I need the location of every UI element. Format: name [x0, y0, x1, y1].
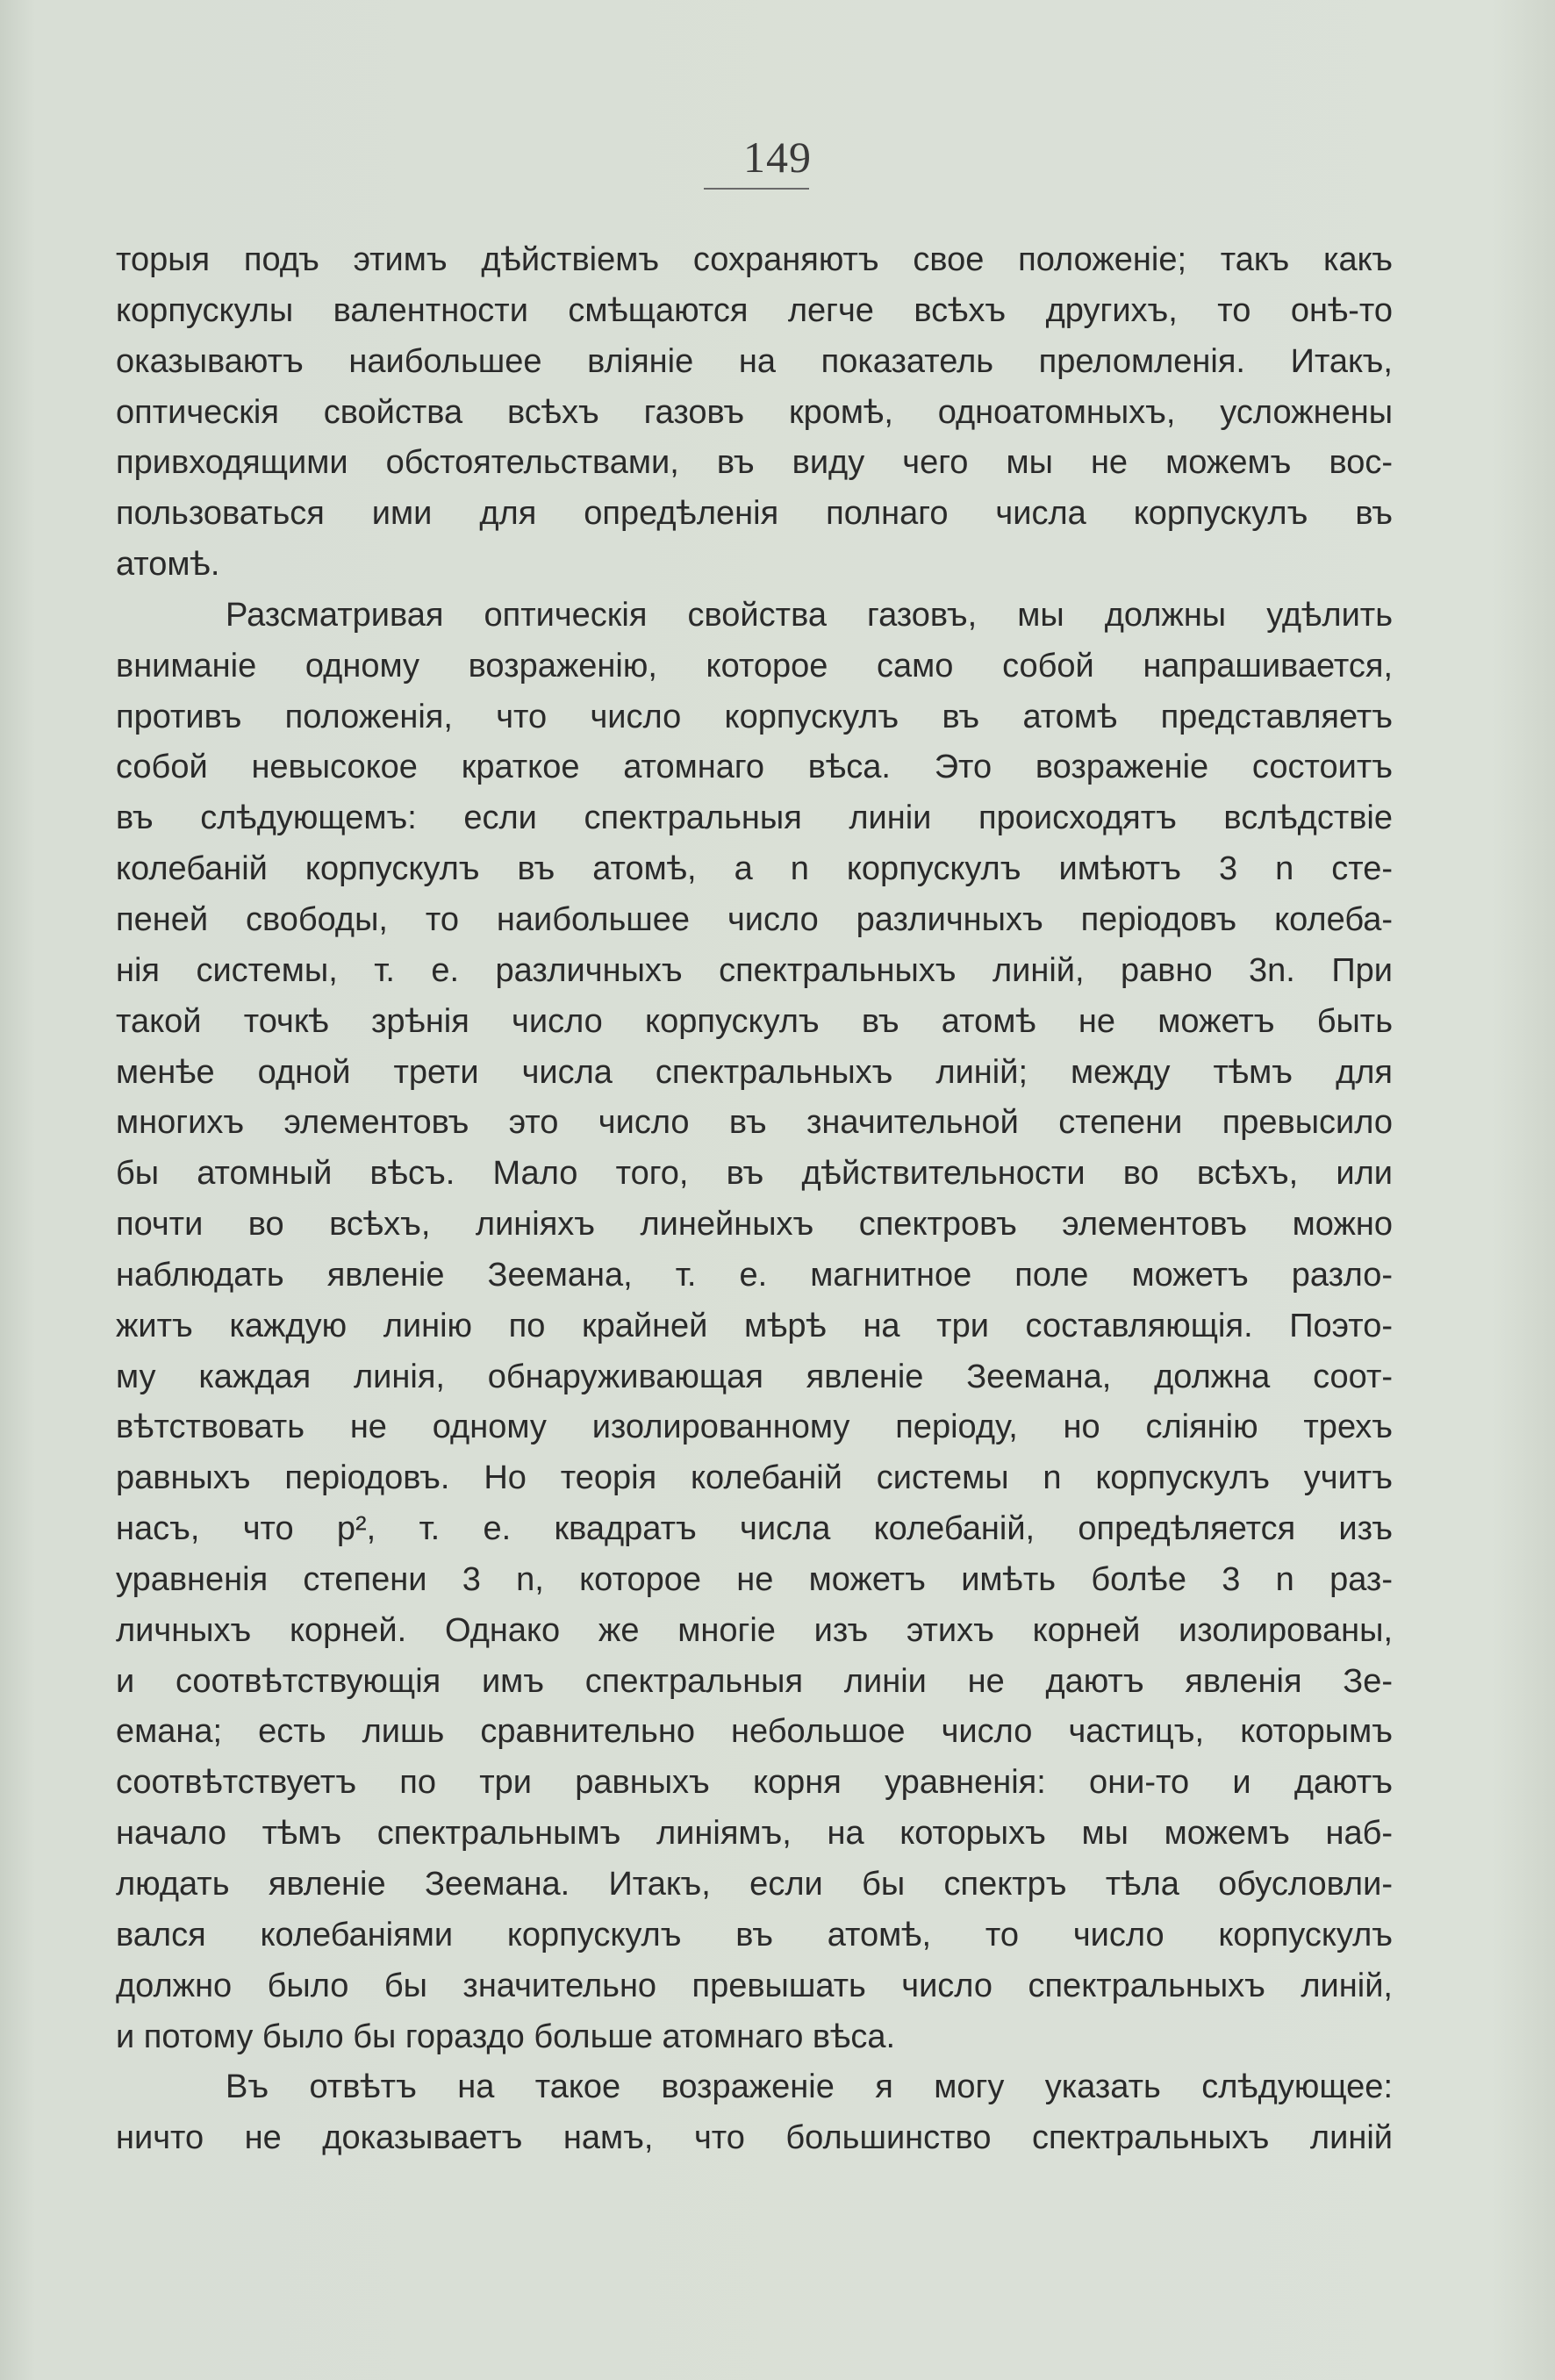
text-line: бы атомный вѣсъ. Мало того, въ дѣйствительности во всѣхъ, или	[116, 1155, 1393, 1193]
text-line: му каждая линія, обнаруживающая явленіе Зеемана, должна соот-	[116, 1358, 1393, 1395]
text-line: личныхъ корней. Однако же многіе изъ этихъ корней изолированы,	[116, 1611, 1393, 1649]
text-line: вниманіе одному возраженію, которое само собой напрашивается,	[116, 647, 1393, 685]
text-line: пеней свободы, то наибольшее число различныхъ періодовъ колеба-	[116, 900, 1393, 938]
text-line: равныхъ періодовъ. Но теорія колебаній системы n корпускулъ учитъ	[116, 1459, 1393, 1497]
text-line: атомѣ.	[116, 546, 220, 584]
text-line: наблюдать явленіе Зеемана, т. е. магнитное поле можетъ разло-	[116, 1256, 1393, 1294]
text-line: Въ отвѣтъ на такое возраженіе я могу указать слѣдующее:	[226, 2068, 1393, 2106]
page-number: 149	[743, 133, 812, 182]
text-line: должно было бы значительно превышать число спектральныхъ линій,	[116, 1967, 1393, 2004]
text-line: и потому было бы гораздо больше атомнаго вѣса.	[116, 2018, 896, 2055]
body-text	[116, 235, 1393, 2164]
text-line: оптическія свойства всѣхъ газовъ кромѣ, одноатомныхъ, усложнены	[116, 393, 1393, 431]
text-line: людать явленіе Зеемана. Итакъ, если бы спектръ тѣла обусловли-	[116, 1866, 1393, 1903]
text-line: и соотвѣтствующія имъ спектральныя линіи не даютъ явленія Зе-	[116, 1662, 1393, 1700]
text-line: привходящими обстоятельствами, въ виду чего мы не можемъ вос-	[116, 444, 1393, 482]
text-line: противъ положенія, что число корпускулъ въ атомѣ представляетъ	[116, 698, 1393, 735]
text-line: уравненія степени 3 n, которое не можетъ имѣть болѣе 3 n раз-	[116, 1560, 1393, 1598]
text-line: емана; есть лишь сравнительно небольшое число частицъ, которымъ	[116, 1713, 1393, 1751]
text-line: насъ, что p², т. е. квадратъ числа колебаній, опредѣляется изъ	[116, 1510, 1393, 1548]
text-line: почти во всѣхъ, линіяхъ линейныхъ спектровъ элементовъ можно	[116, 1206, 1393, 1244]
text-line: оказываютъ наибольшее вліяніе на показатель преломленія. Итакъ,	[116, 342, 1393, 380]
text-line: нія системы, т. е. различныхъ спектральныхъ линій, равно 3n. При	[116, 951, 1393, 989]
text-line: корпускулы валентности смѣщаются легче всѣхъ другихъ, то онѣ-то	[116, 291, 1393, 329]
text-line: многихъ элементовъ это число въ значительной степени превысило	[116, 1104, 1393, 1142]
text-line: пользоваться ими для опредѣленія полнаго числа корпускулъ въ	[116, 495, 1393, 533]
text-line: менѣе одной трети числа спектральныхъ линій; между тѣмъ для	[116, 1053, 1393, 1091]
text-line: вался колебаніями корпускулъ въ атомѣ, то число корпускулъ	[116, 1916, 1393, 1953]
text-line: житъ каждую линію по крайней мѣрѣ на три составляющія. Поэто-	[116, 1307, 1393, 1344]
text-line: въ слѣдующемъ: если спектральныя линіи происходятъ вслѣдствіе	[116, 799, 1393, 837]
header-rule	[704, 188, 809, 190]
text-line: такой точкѣ зрѣнія число корпускулъ въ атомѣ не можетъ быть	[116, 1002, 1393, 1040]
text-line: ничто не доказываетъ намъ, что большинство спектральныхъ линій	[116, 2119, 1393, 2157]
text-line: вѣтствовать не одному изолированному періоду, но сліянію трехъ	[116, 1409, 1393, 1446]
text-line: торыя подъ этимъ дѣйствіемъ сохраняютъ свое положеніе; такъ какъ	[116, 241, 1393, 278]
text-line: Разсматривая оптическія свойства газовъ, мы должны удѣлить	[226, 596, 1393, 634]
text-line: соотвѣтствуетъ по три равныхъ корня уравненія: они-то и даютъ	[116, 1764, 1393, 1802]
text-line: начало тѣмъ спектральнымъ линіямъ, на которыхъ мы можемъ наб-	[116, 1815, 1393, 1853]
text-line: колебаній корпускулъ въ атомѣ, а n корпускулъ имѣютъ 3 n сте-	[116, 850, 1393, 888]
text-line: собой невысокое краткое атомнаго вѣса. Это возраженіе состоитъ	[116, 749, 1393, 786]
